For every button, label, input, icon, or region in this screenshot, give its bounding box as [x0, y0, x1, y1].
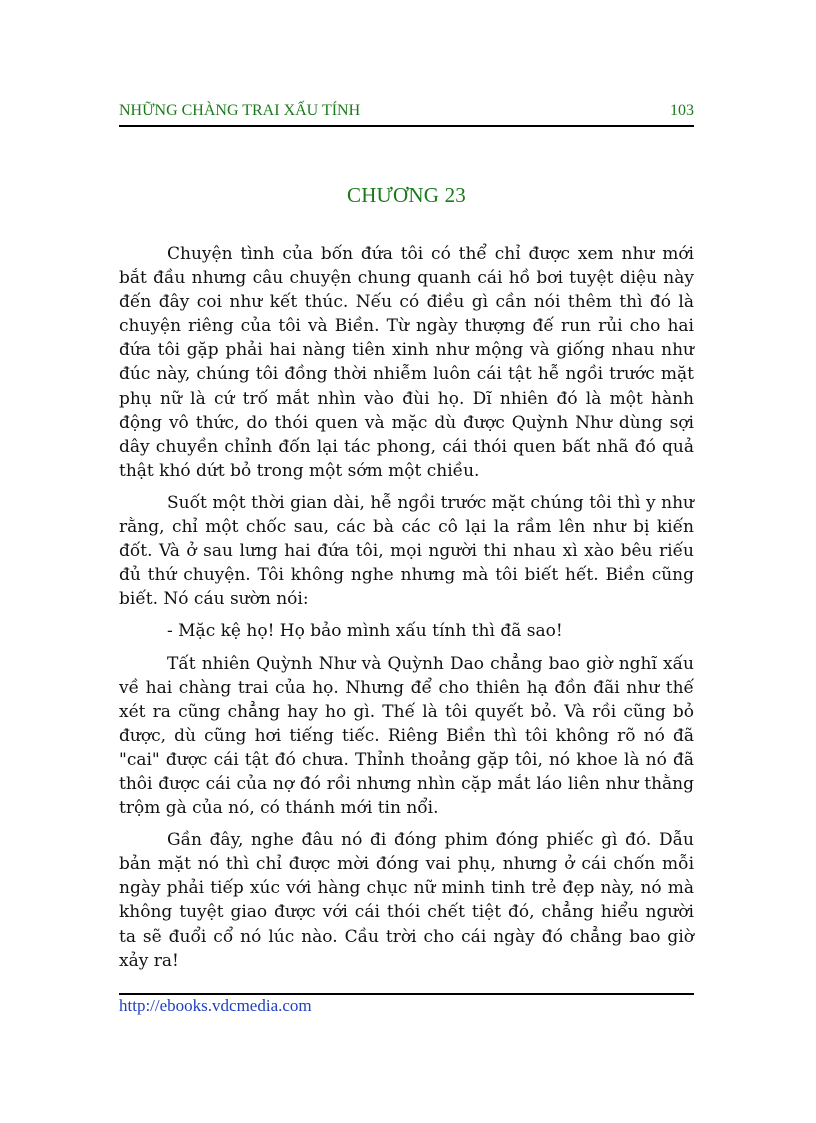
book-title: NHỮNG CHÀNG TRAI XẤU TÍNH — [119, 102, 361, 119]
footer-divider — [119, 993, 694, 995]
chapter-body — [119, 242, 694, 981]
paragraph: Gần đây, nghe đâu nó đi đóng phim đóng phiếc gì đó. Dẫu bản mặt nó thì chỉ được mời đóng vai phụ, nhưng ở cái chốn mỗi ngày phải tiếp xúc với hàng chục nữ minh tinh trẻ đẹp này, nó mà không tuyệt giao được với cái thói chết tiệt đó, chẳng hiểu người ta sẽ đuổi cổ nó lúc nào. Cầu trời cho cái ngày đó chẳng bao giờ xảy ra! — [119, 830, 694, 971]
running-header — [119, 102, 694, 124]
paragraph: Tất nhiên Quỳnh Như và Quỳnh Dao chẳng bao giờ nghĩ xấu về hai chàng trai của họ. Nhưng để cho thiên hạ đồn đãi như thế xét ra cũng chẳng hay ho gì. Thế là tôi quyết bỏ. Và rồi cũng bỏ được, dù cũng hơi tiếng tiếc. Riêng Biền thì tôi không rõ nó đã "cai" được cái tật đó chưa. Thỉnh thoảng gặp tôi, nó khoe là nó đã thôi được cái của nợ đó rồi nhưng nhìn cặp mắt láo liên như thằng trộm gà của nó, có thánh mới tin nổi. — [119, 653, 694, 819]
header-divider — [119, 125, 694, 127]
footer-link[interactable]: http://ebooks.vdcmedia.com — [119, 996, 312, 1015]
paragraph: Chuyện tình của bốn đứa tôi có thể chỉ được xem như mới bắt đầu nhưng câu chuyện chung quanh cái hồ bơi tuyệt diệu này đến đây coi như kết thúc. Nếu có điều gì cần nói thêm thì đó là chuyện riêng của tôi và Biền. Từ ngày thượng đế run rủi cho hai đứa tôi gặp phải hai nàng tiên xinh như mộng và giống nhau như đúc này, chúng tôi đồng thời nhiễm luôn cái tật hễ ngồi trước mặt phụ nữ là cứ trố mắt nhìn vào đùi họ. Dĩ nhiên đó là một hành động vô thức, do thói quen và mặc dù được Quỳnh Như dùng sợi dây chuyền chỉnh đốn lại tác phong, cái thói quen bất nhã đó quả thật khó dứt bỏ trong một sớm một chiều. — [119, 244, 694, 481]
paragraph: Suốt một thời gian dài, hễ ngồi trước mặt chúng tôi thì y như rằng, chỉ một chốc sau, các bà các cô lại la rầm lên như bị kiến đốt. Và ở sau lưng hai đứa tôi, mọi người thi nhau xì xào bêu riếu đủ thứ chuyện. Tôi không nghe nhưng mà tôi biết hết. Biền cũng biết. Nó cáu sườn nói: — [119, 492, 694, 610]
page-number: 103 — [670, 102, 694, 119]
chapter-title: CHƯƠNG 23 — [346, 183, 466, 207]
paragraph: - Mặc kệ họ! Họ bảo mình xấu tính thì đã sao! — [167, 621, 563, 642]
